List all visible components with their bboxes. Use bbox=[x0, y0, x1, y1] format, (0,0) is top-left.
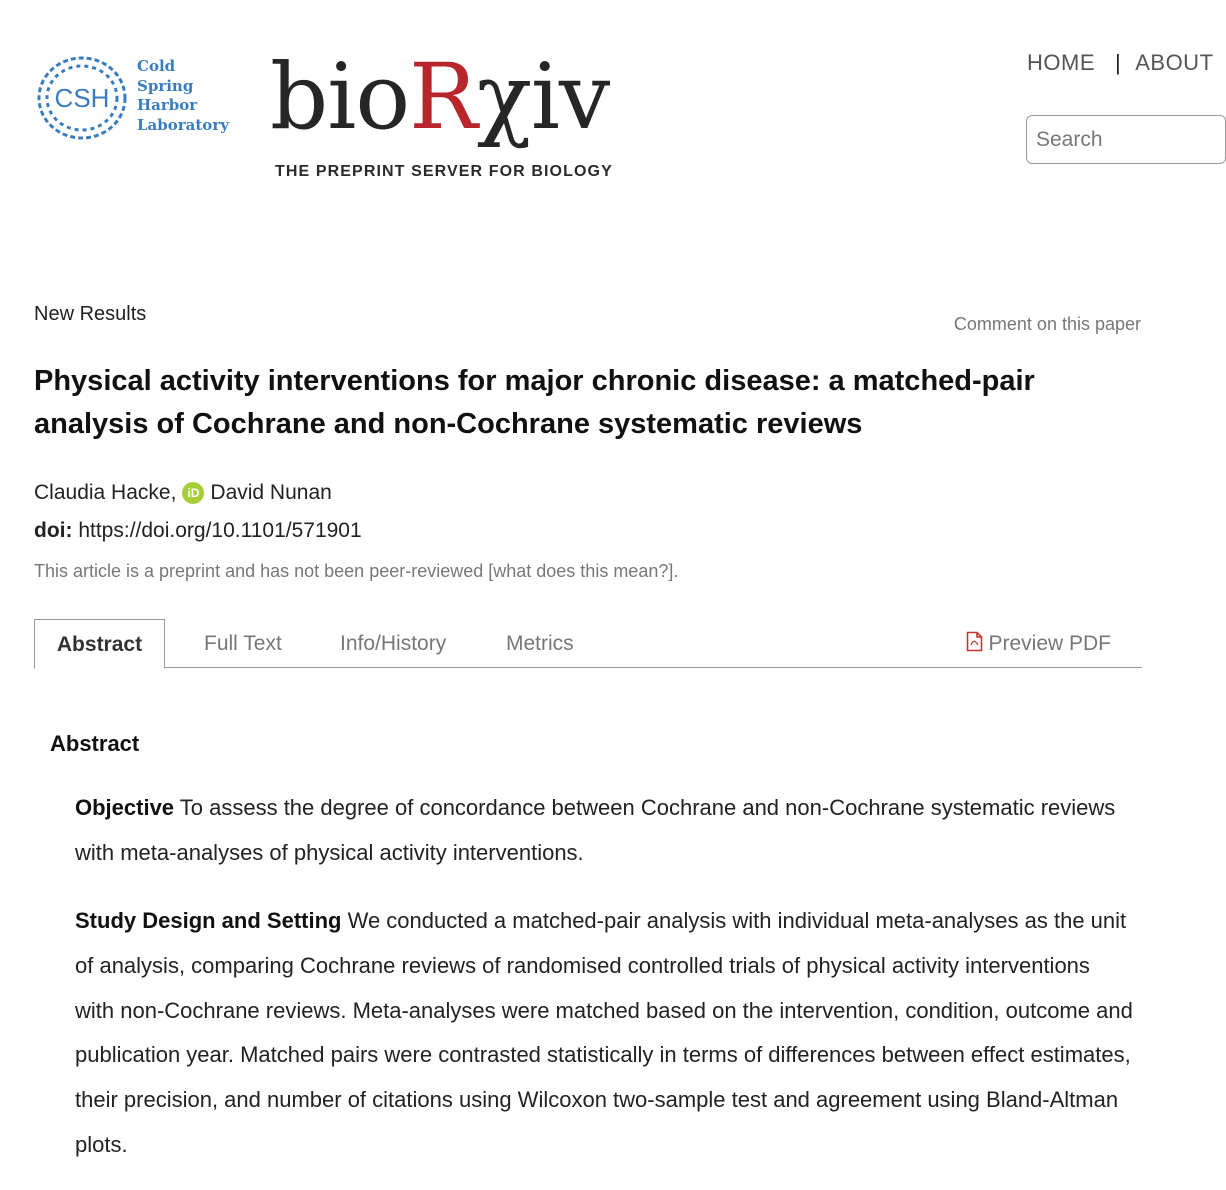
biorxiv-wordmark bbox=[270, 45, 610, 150]
doi-label: doi: bbox=[34, 519, 73, 542]
author-claudia-hacke[interactable]: Claudia Hacke, bbox=[34, 481, 177, 504]
objective-text: To assess the degree of concordance between Cochrane and non-Cochrane systematic reviews with meta-analyses of physical activity interventions. bbox=[75, 795, 1116, 865]
comment-on-paper-link[interactable]: Comment on this paper bbox=[953, 314, 1141, 334]
preview-pdf-label: Preview PDF bbox=[988, 632, 1111, 655]
author-list bbox=[34, 481, 332, 505]
abstract-heading: Abstract bbox=[50, 731, 140, 756]
nav-separator: | bbox=[1115, 50, 1122, 75]
csh-line-harbor: Harbor bbox=[137, 96, 198, 114]
design-text: We conducted a matched-pair analysis with individual meta-analyses as the unit of analysis, comparing Cochrane reviews of randomised controlled trials of physical activity interventions with non-Cochrane reviews. Meta-analyses were matched based on the intervention, condition, outcome and publication year. Matched pairs were contrasted statistically in terms of differences between effect estimates, their precision, and number of citations using Wilcoxon two-sample test and agreement using Bland-Altman plots. bbox=[75, 908, 1133, 1157]
csh-badge-text: CSH bbox=[54, 83, 110, 113]
orcid-icon[interactable]: iD bbox=[182, 482, 204, 504]
csh-dna-ring-icon bbox=[34, 52, 130, 144]
search-box bbox=[1026, 115, 1226, 164]
doi-link[interactable]: https://doi.org/10.1101/571901 bbox=[78, 519, 362, 542]
csh-logo[interactable] bbox=[34, 52, 234, 144]
article-tabs bbox=[34, 619, 1142, 668]
nav-home-link[interactable]: HOME bbox=[1027, 50, 1095, 75]
biorxiv-tagline: THE PREPRINT SERVER FOR BIOLOGY bbox=[275, 163, 613, 180]
tab-info-history[interactable]: Info/History bbox=[340, 632, 447, 655]
abstract-design-paragraph bbox=[75, 899, 1135, 1168]
biorxiv-word-bio: bio bbox=[270, 45, 410, 150]
biorxiv-word-xiv: χiv bbox=[476, 45, 610, 150]
search-input[interactable] bbox=[1027, 116, 1225, 163]
pdf-file-icon bbox=[966, 631, 983, 652]
tab-full-text[interactable]: Full Text bbox=[204, 632, 282, 655]
csh-wordmark bbox=[137, 57, 229, 135]
objective-label: Objective bbox=[75, 795, 175, 820]
article-title: Physical activity interventions for major chronic disease: a matched-pair analysis of Cochrane and non-Cochrane systematic reviews bbox=[34, 365, 1035, 440]
tab-metrics[interactable]: Metrics bbox=[506, 632, 574, 655]
author-david-nunan[interactable]: David Nunan bbox=[210, 481, 332, 504]
csh-line-spring: Spring bbox=[137, 76, 194, 95]
doi-line bbox=[34, 519, 362, 543]
nav-about-link[interactable]: ABOUT bbox=[1135, 50, 1214, 75]
csh-line-cold: Cold bbox=[137, 57, 176, 75]
biorxiv-word-r: R bbox=[409, 45, 477, 150]
design-label: Study Design and Setting bbox=[75, 908, 342, 933]
preprint-notice: This article is a preprint and has not been peer-reviewed [what does this mean?]. bbox=[34, 561, 679, 581]
article-category: New Results bbox=[34, 303, 147, 325]
biorxiv-logo[interactable] bbox=[270, 45, 630, 188]
csh-line-laboratory: Laboratory bbox=[137, 115, 229, 134]
preview-pdf-button[interactable] bbox=[966, 619, 1111, 668]
top-nav bbox=[1027, 50, 1214, 76]
abstract-objective-paragraph bbox=[75, 786, 1135, 876]
tab-abstract[interactable]: Abstract bbox=[34, 619, 165, 669]
